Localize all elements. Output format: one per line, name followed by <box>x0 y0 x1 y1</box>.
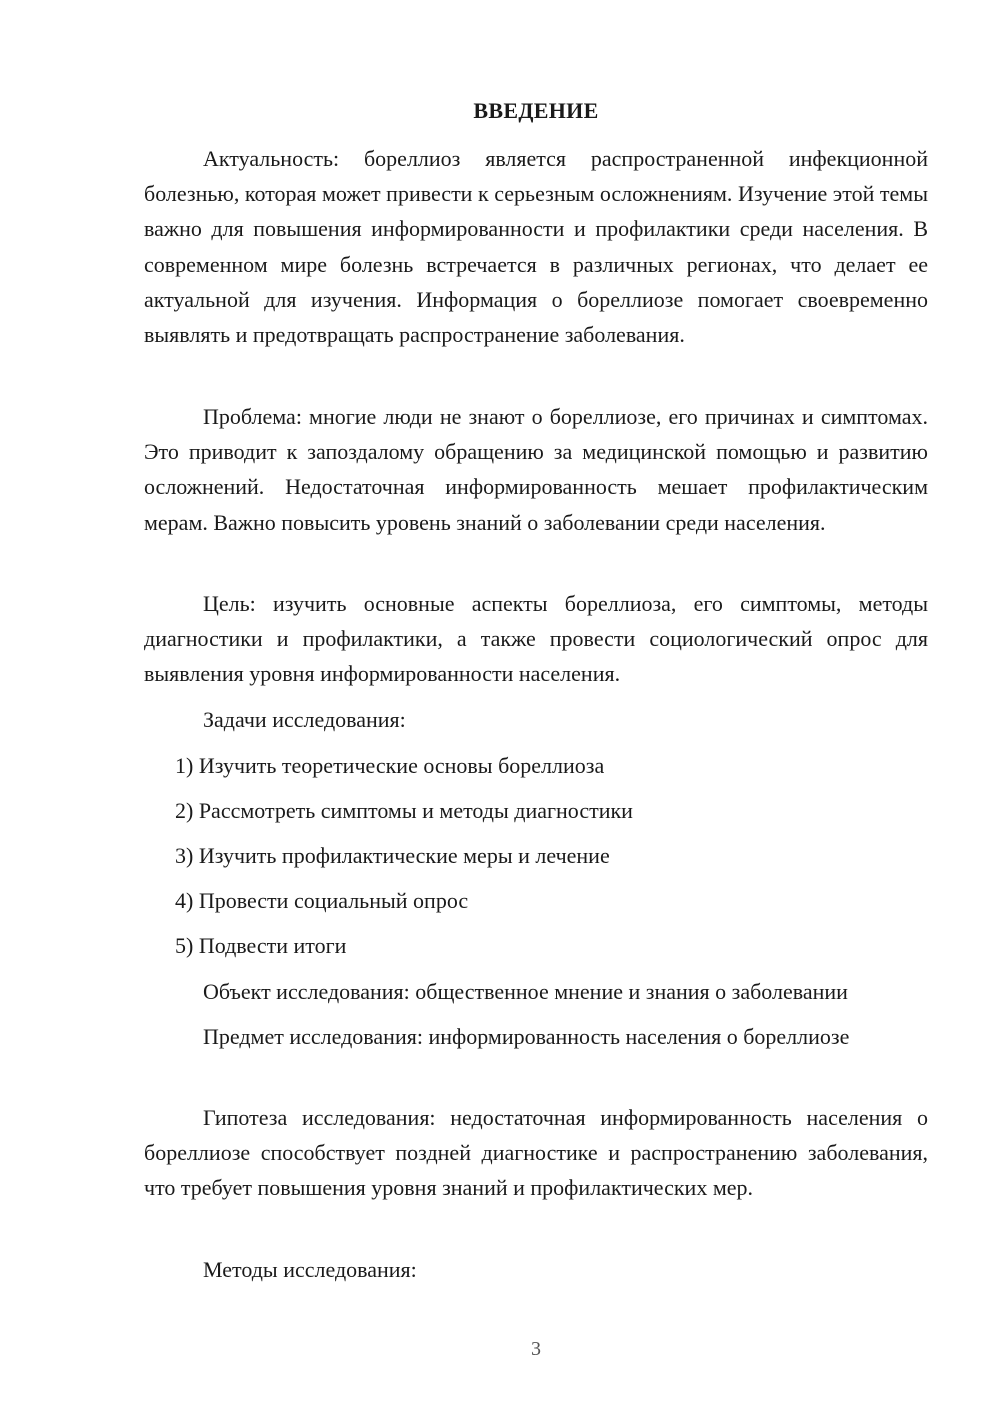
page-number: 3 <box>531 1338 541 1360</box>
list-item: 3) Изучить профилактические меры и лечение <box>175 843 610 868</box>
list-item: 1) Изучить теоретические основы бореллиоза <box>175 753 605 778</box>
list-item: 5) Подвести итоги <box>175 933 347 958</box>
list-item: 4) Провести социальный опрос <box>175 888 469 913</box>
paragraph-hypothesis: Гипотеза исследования: недостаточная информированность населения о бореллиозе способствует поздней диагностике и распространению заболевания, что требует повышения уровня знаний и профилактических мер. <box>144 1105 928 1201</box>
page-title: ВВЕДЕНИЕ <box>473 98 599 123</box>
tasks-heading: Задачи исследования: <box>203 707 406 732</box>
paragraph-relevance: Актуальность: бореллиоз является распространенной инфекционной болезнью, которая может привести к серьезным осложнениям. Изучение этой темы важно для повышения информированности и профилактики среди населения. В современном мире болезнь встречается в различных регионах, что делает ее актуальной для изучения. Информация о бореллиозе помогает своевременно выявлять и предотвращать распространение заболевания. <box>144 146 928 348</box>
list-item: 2) Рассмотреть симптомы и методы диагностики <box>175 798 633 823</box>
paragraph-subject: Предмет исследования: информированность населения о бореллиозе <box>203 1024 850 1049</box>
methods-heading: Методы исследования: <box>203 1257 417 1282</box>
paragraph-object: Объект исследования: общественное мнение и знания о заболевании <box>203 979 848 1004</box>
paragraph-problem: Проблема: многие люди не знают о бореллиозе, его причинах и симптомах. Это приводит к запоздалому обращению за медицинской помощью и развитию осложнений. Недостаточная информированность мешает профилактическим мерам. Важно повысить уровень знаний о заболевании среди населения. <box>144 404 928 535</box>
paragraph-goal: Цель: изучить основные аспекты бореллиоза, его симптомы, методы диагностики и профилактики, а также провести социологический опрос для выявления уровня информированности населения. <box>144 591 928 687</box>
